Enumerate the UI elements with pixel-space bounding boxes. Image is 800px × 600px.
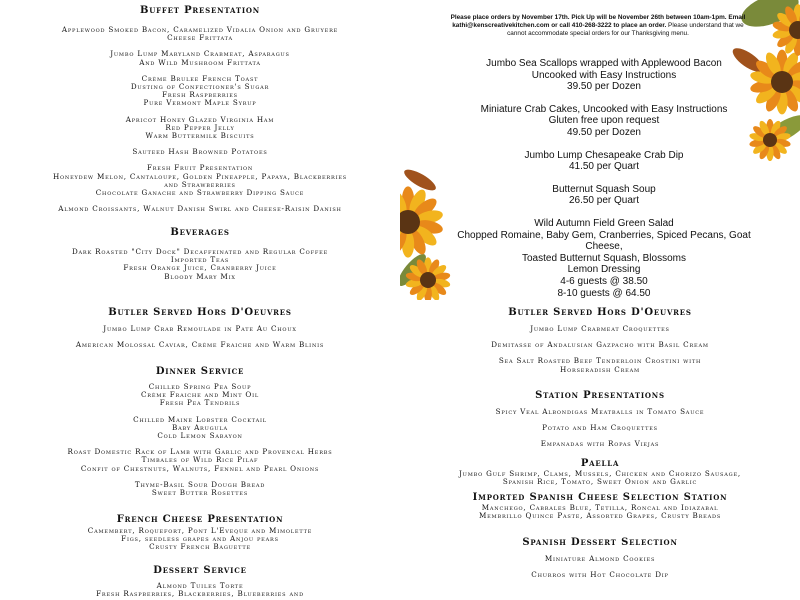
butler-right-items [400, 325, 800, 374]
menu-item-line: 26.50 per Quart [568, 195, 640, 207]
menu-item-group [0, 383, 400, 408]
menu-item-line: Jumbo Sea Scallops wrapped with Applewood Bacon [486, 58, 722, 69]
menu-item-line: Toasted Butternut Squash, Blossoms [522, 252, 686, 264]
menu-item-group [400, 408, 800, 416]
menu-item-group [400, 325, 800, 333]
menu-item-line: 41.50 per Quart [568, 161, 640, 173]
menu-item-line: Fresh Raspberries [162, 90, 238, 100]
menu-item-line: Baby Arugula [172, 422, 228, 432]
dinner-title: Dinner Service [155, 366, 245, 377]
menu-item-line: Sweet Butter Rosettes [151, 488, 249, 498]
menu-item-group [444, 58, 764, 93]
menu-item-group [0, 26, 400, 42]
menu-item-line: Spanish Rice, Tomato, Sweet Onion and Garlic [502, 477, 698, 487]
menu-item-line: Confit of Chestnuts, Walnuts, Fennel and Pearl Onions [80, 463, 320, 473]
menu-item-line: Cold Lemon Sabayon [157, 431, 243, 441]
menu-item-line: Spicy Veal Albondigas Meatballs in Tomato Sauce [495, 407, 705, 416]
menu-item-line: Figs, seedless grapes and Anjou pears [121, 534, 279, 544]
menu-item-line: Applewood Smoked Bacon, Caramelized Vidalia Onion and Gruyere [61, 25, 339, 34]
menu-item-line: Roast Domestic Rack of Lamb with Garlic and Provencal Herbs [67, 447, 333, 457]
buffet-items [0, 26, 400, 213]
menu-item-line: Fresh Pea Tendrils [159, 398, 241, 408]
menu-item-line: Timbales of Wild Rice Pilaf [141, 455, 259, 465]
menu-item-line: American Molossal Caviar, Crème Fraiche and Warm Blinis [75, 340, 325, 350]
dinner-items [0, 383, 400, 497]
menu-item-line: Demitasse of Andalusian Gazpacho with Basil Cream [491, 340, 709, 350]
menu-item-line: Sea Salt Roasted Beef Tenderloin Crostini with [498, 356, 702, 366]
menu-item-group [0, 75, 400, 108]
menu-item-line: Camembert, Roquefort, Pont L'Eveque and Mimolette [87, 526, 313, 535]
beverages-items [0, 248, 400, 281]
menu-item-line: Potato and Ham Croquettes [542, 423, 658, 433]
butler-left-section [0, 307, 400, 349]
station-items [400, 408, 800, 449]
beverages-title: Beverages [170, 227, 230, 238]
paella-title: Paella [580, 458, 620, 469]
menu-item-line: Crusty French Baguette [149, 542, 251, 552]
menu-item-line: Wild Autumn Field Green Salad [534, 217, 674, 229]
butler-right-section [400, 307, 800, 374]
french-cheese-section [0, 514, 400, 552]
menu-item-line: Empanadas with Ropas Viejas [540, 439, 660, 449]
menu-item-line: 8-10 guests @ 64.50 [557, 287, 651, 299]
menu-item-group [400, 440, 800, 448]
menu-item-group [0, 325, 400, 333]
menu-item-group [0, 164, 400, 197]
menu-item-group [0, 416, 400, 441]
spanish-cheese-title: Imported Spanish Cheese Selection Station [472, 492, 728, 503]
buffet-title: Buffet Presentation [139, 5, 261, 16]
menu-item-line: Jumbo Lump Maryland Crabmeat, Asparagus [110, 49, 290, 59]
menu-item-line: Miniature Crab Cakes, Uncooked with Easy Instructions [480, 103, 728, 115]
paella-section [400, 458, 800, 486]
menu-item-line: Chocolate Ganache and Strawberry Dipping Sauce [95, 188, 305, 198]
menu-item-line: Dark Roasted "City Dock" Decaffeinated and Regular Coffee [71, 247, 329, 256]
menu-item-group [0, 50, 400, 66]
spanish-cheese-section [400, 492, 800, 520]
menu-item-line: Bloody Mary Mix [164, 271, 236, 281]
order-notice-bold: Please place orders by November 17th. Pick Up will be November 26th between 10am-1pm. Email kathi@kenscreativekitchen.com or call 410-268-3222 to place an order. [450, 14, 746, 29]
menu-item-line: Fresh Fruit Presentation [146, 163, 254, 173]
menu-item-line: Sauteed Hash Browned Potatoes [132, 147, 268, 157]
menu-item-line: Red Pepper Jelly [165, 122, 235, 132]
butler-right-title: Butler Served Hors D'Oeuvres [508, 307, 692, 318]
menu-item-line: Dusting of Confectioner's Sugar [130, 82, 270, 92]
menu-item-line: Cheese Frittata [167, 33, 233, 43]
menu-item-group [0, 205, 400, 213]
thanksgiving-items [444, 58, 764, 299]
right-menu-column [400, 0, 800, 600]
station-title: Station Presentations [535, 390, 665, 401]
station-section [400, 390, 800, 449]
paella-items [400, 470, 800, 486]
menu-item-line: Jumbo Gulf Shrimp, Clams, Mussels, Chicken and Chorizo Sausage, [459, 469, 741, 478]
menu-item-line: Jumbo Lump Crabmeat Croquettes [530, 324, 670, 333]
spanish-cheese-items [400, 504, 800, 520]
menu-item-line: Apricot Honey Glazed Virginia Ham [125, 114, 275, 124]
menu-item-line: Almond Tuiles Torte [156, 581, 244, 590]
dinner-section [0, 366, 400, 497]
menu-item-group [444, 104, 764, 139]
menu-item-line: Crème Fraiche and Mint Oil [140, 390, 260, 400]
order-notice-rest: Please understand that we cannot accommodate special orders for our Thanksgiving menu. [507, 22, 744, 37]
menu-item-line: Gluten free upon request [548, 115, 660, 127]
menu-item-line: Butternut Squash Soup [552, 183, 656, 195]
menu-item-line: Pure Vermont Maple Syrup [143, 98, 257, 108]
menu-item-line: Chilled Spring Pea Soup [148, 382, 252, 391]
menu-item-group [444, 218, 764, 299]
menu-item-line: and Strawberries [164, 179, 236, 189]
menu-item-line: Membrillo Quince Paste, Assorted Grapes, Crusty Breads [478, 511, 722, 521]
buffet-section [0, 5, 400, 213]
menu-item-group [444, 150, 764, 173]
menu-item-group [400, 555, 800, 563]
menu-item-group [0, 481, 400, 497]
dessert-items [0, 582, 400, 598]
menu-item-line: Horseradish Cream [560, 364, 640, 374]
menu-item-line: Fresh Orange Juice, Cranberry Juice [123, 263, 277, 273]
menu-item-line: Warm Buttermilk Biscuits [145, 131, 255, 141]
menu-item-line: Chopped Romaine, Baby Gem, Cranberries, Spiced Pecans, Goat Cheese, [457, 229, 751, 253]
menu-item-line: Thyme-Basil Sour Dough Bread [134, 479, 266, 489]
menu-item-group [400, 341, 800, 349]
butler-left-title: Butler Served Hors D'Oeuvres [108, 307, 292, 318]
beverages-section [0, 227, 400, 281]
menu-item-group [400, 357, 800, 373]
french-cheese-title: French Cheese Presentation [116, 514, 284, 525]
spanish-dessert-title: Spanish Dessert Selection [522, 537, 678, 548]
dessert-title: Dessert Service [153, 565, 247, 576]
menu-item-group [0, 341, 400, 349]
dessert-section [0, 565, 400, 598]
menu-item-group [0, 448, 400, 473]
spanish-dessert-items [400, 555, 800, 579]
menu-item-line: Almond Croissants, Walnut Danish Swirl and Cheese-Raisin Danish [58, 204, 342, 214]
menu-item-line: 49.50 per Dozen [567, 126, 641, 138]
menu-item-line: Lemon Dressing [567, 264, 641, 276]
menu-item-line: Uncooked with Easy Instructions [531, 69, 677, 81]
menu-item-line: And Wild Mushroom Frittata [139, 57, 261, 67]
menu-item-group [400, 424, 800, 432]
spanish-dessert-section [400, 537, 800, 579]
menu-item-line: Churros with Hot Chocolate Dip [531, 570, 669, 580]
menu-item-line: Fresh Raspberries, Blackberries, Blueberries and [96, 589, 304, 599]
menu-item-line: 4-6 guests @ 38.50 [560, 275, 648, 287]
menu-item-group [0, 116, 400, 141]
menu-item-group [444, 184, 764, 207]
menu-item-line: Miniature Almond Cookies [544, 554, 656, 563]
menu-item-group [0, 148, 400, 156]
menu-item-line: Chilled Maine Lobster Cocktail [133, 414, 267, 424]
menu-item-group [400, 571, 800, 579]
menu-item-line: Jumbo Lump Crab Remoulade in Pate Au Choux [103, 324, 297, 333]
menu-item-line: Crème Brulee French Toast [141, 73, 259, 83]
butler-left-items [0, 325, 400, 349]
menu-item-line: Imported Teas [170, 255, 230, 265]
menu-item-line: Honeydew Melon, Cantaloupe, Golden Pineapple, Papaya, Blackberries [52, 171, 348, 181]
menu-item-line: 39.50 per Dozen [567, 81, 641, 93]
order-notice [448, 14, 748, 38]
french-cheese-items [0, 527, 400, 552]
menu-item-line: Manchego, Cabrales Blue, Tetilla, Roncal and Idiazabal [481, 503, 719, 512]
menu-item-line: Jumbo Lump Chesapeake Crab Dip [524, 149, 684, 161]
